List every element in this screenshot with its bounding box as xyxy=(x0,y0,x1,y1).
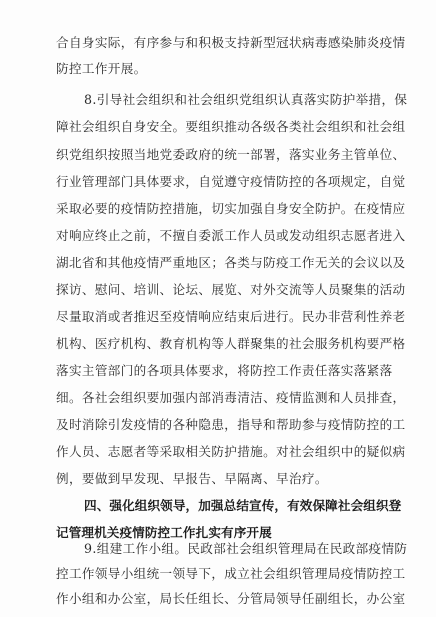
text-line: 对响应终止之前，不擅自委派工作人员或发动组织志愿者进入 xyxy=(56,228,406,243)
text-line: 尽量取消或者推迟至疫情响应结束后进行。民办非营利性养老 xyxy=(56,309,406,324)
text-line: 障社会组织自身安全。要组织推动各级各类社会组织和社会组 xyxy=(56,119,406,134)
section-heading: 四、强化组织领导，加强总结宣传，有效保障社会组织登 xyxy=(84,498,402,513)
text-line: 采取必要的疫情防控措施，切实加强自身安全防护。在疫情应 xyxy=(56,201,406,216)
text-line: 湖北省和其他疫情严重地区；各类与防疫工作无关的会议以及 xyxy=(56,255,406,270)
text-line: 8.引导社会组织和社会组织党组织认真落实防护举措，保 xyxy=(84,92,408,107)
text-line: 及时消除引发疫情的各种隐患，指导和帮助参与疫情防控的工 xyxy=(56,417,406,432)
text-line: 落实主管部门的各项具体要求，将防控工作责任落实落紧落 xyxy=(56,363,393,378)
text-line: 9.组建工作小组。民政部社会组织管理局在民政部疫情防 xyxy=(84,541,408,556)
section-heading: 记管理机关疫情防控工作扎实有序开展 xyxy=(56,525,272,540)
text-line: 例，要做到早发现、早报告、早隔离、早治疗。 xyxy=(56,471,328,486)
text-line: 织党组织按照当地党委政府的统一部署，落实业务主管单位、 xyxy=(56,147,406,162)
text-line: 行业管理部门具体要求，自觉遵守疫情防控的各项规定，自觉 xyxy=(56,174,406,189)
text-line: 防控工作开展。 xyxy=(56,61,147,76)
text-line: 机构、医疗机构、教育机构等人群聚集的社会服务机构要严格 xyxy=(56,336,406,351)
text-line: 合自身实际，有序参与和积极支持新型冠状病毒感染肺炎疫情 xyxy=(56,35,406,50)
text-line: 控工作领导小组统一领导下，成立社会组织管理局疫情防控工 xyxy=(56,566,406,581)
text-line: 细。各社会组织要加强内部消毒清洁、疫情监测和人员排查， xyxy=(56,390,406,405)
text-line: 探访、慰问、培训、论坛、展览、对外交流等人员聚集的活动 xyxy=(56,282,406,297)
text-line: 作小组和办公室，局长任组长、分管局领导任副组长，办公室 xyxy=(56,591,406,606)
text-line: 作人员、志愿者等采取相关防护措施。对社会组织中的疑似病 xyxy=(56,444,406,459)
